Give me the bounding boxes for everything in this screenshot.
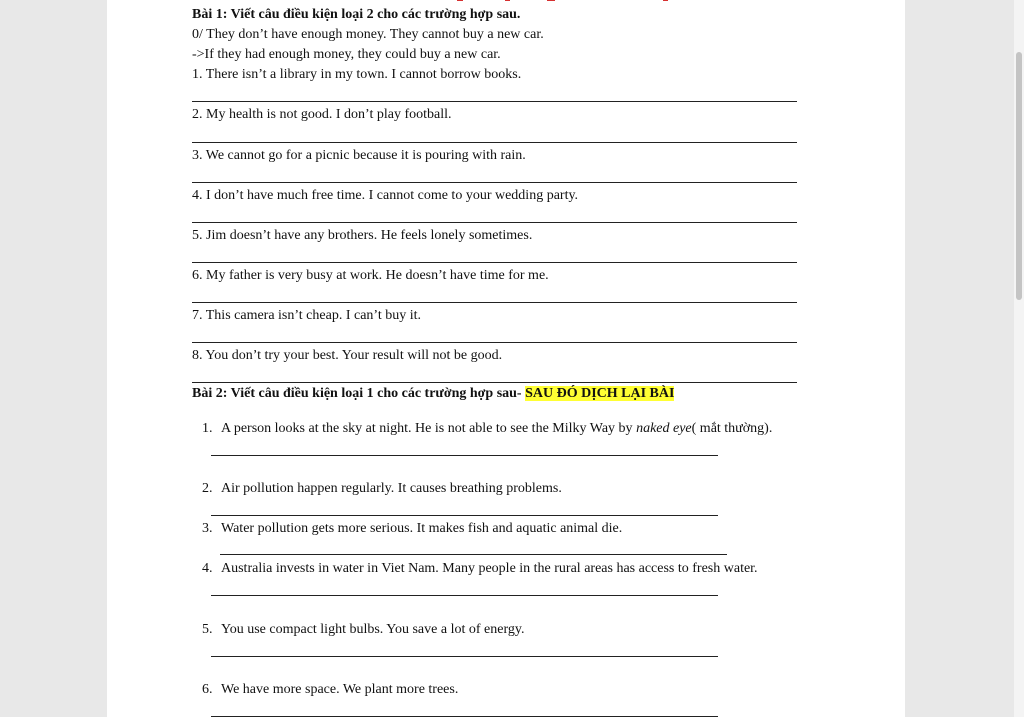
bai1-example-answer: ->If they had enough money, they could buy a new car. (192, 47, 501, 62)
scrollbar-thumb[interactable] (1016, 52, 1022, 300)
answer-line (192, 262, 797, 263)
bai2-item: 6. We have more space. We plant more trees. (202, 682, 459, 697)
bai1-item: 4. I don’t have much free time. I cannot come to your wedding party. (192, 188, 579, 203)
bai1-item: 7. This camera isn’t cheap. I can’t buy it. (192, 308, 421, 323)
answer-line (192, 142, 797, 143)
bai1-item: 1. There isn’t a library in my town. I cannot borrow books. (192, 67, 522, 82)
bai2-title-text: Bài 2: Viết câu điều kiện loại 1 cho các trường hợp sau- (192, 386, 526, 401)
bai1-item: 3. We cannot go for a picnic because it is pouring with rain. (192, 148, 526, 163)
bai2-item: 3. Water pollution gets more serious. It makes fish and aquatic animal die. (202, 521, 623, 536)
answer-line (211, 656, 718, 657)
bai2-item: 5. You use compact light bulbs. You save a lot of energy. (202, 622, 525, 637)
bai1-item: 5. Jim doesn’t have any brothers. He feels lonely sometimes. (192, 228, 533, 243)
answer-line (211, 515, 718, 516)
bai1-title: Bài 1: Viết câu điều kiện loại 2 cho các trường hợp sau. (192, 7, 521, 22)
answer-line (192, 222, 797, 223)
bai2-item: 4. Australia invests in water in Viet Nam. Many people in the rural areas has access to fresh water. (202, 561, 758, 576)
answer-line (192, 182, 797, 183)
bai1-item: 2. My health is not good. I don’t play football. (192, 107, 452, 122)
answer-line (192, 342, 797, 343)
answer-line (192, 382, 797, 383)
red-mark (457, 0, 463, 1)
document-page (107, 0, 905, 717)
red-mark (505, 0, 510, 1)
bai2-title-highlight: SAU ĐÓ DỊCH LẠI BÀI (525, 386, 675, 401)
answer-line (220, 554, 727, 555)
bai2-title (192, 385, 674, 402)
bai2-item: 2. Air pollution happen regularly. It causes breathing problems. (202, 481, 562, 496)
red-mark (547, 0, 555, 1)
answer-line (192, 302, 797, 303)
bai2-item: 1. A person looks at the sky at night. He is not able to see the Milky Way by naked eye( mắt thường). (202, 421, 773, 436)
bai1-item: 8. You don’t try your best. Your result will not be good. (192, 348, 503, 363)
answer-line (211, 455, 718, 456)
bai1-example-question: 0/ They don’t have enough money. They cannot buy a new car. (192, 27, 544, 42)
answer-line (211, 595, 718, 596)
answer-line (192, 101, 797, 102)
vertical-scrollbar[interactable] (1014, 0, 1024, 717)
red-mark (663, 0, 668, 1)
bai1-item: 6. My father is very busy at work. He doesn’t have time for me. (192, 268, 549, 283)
